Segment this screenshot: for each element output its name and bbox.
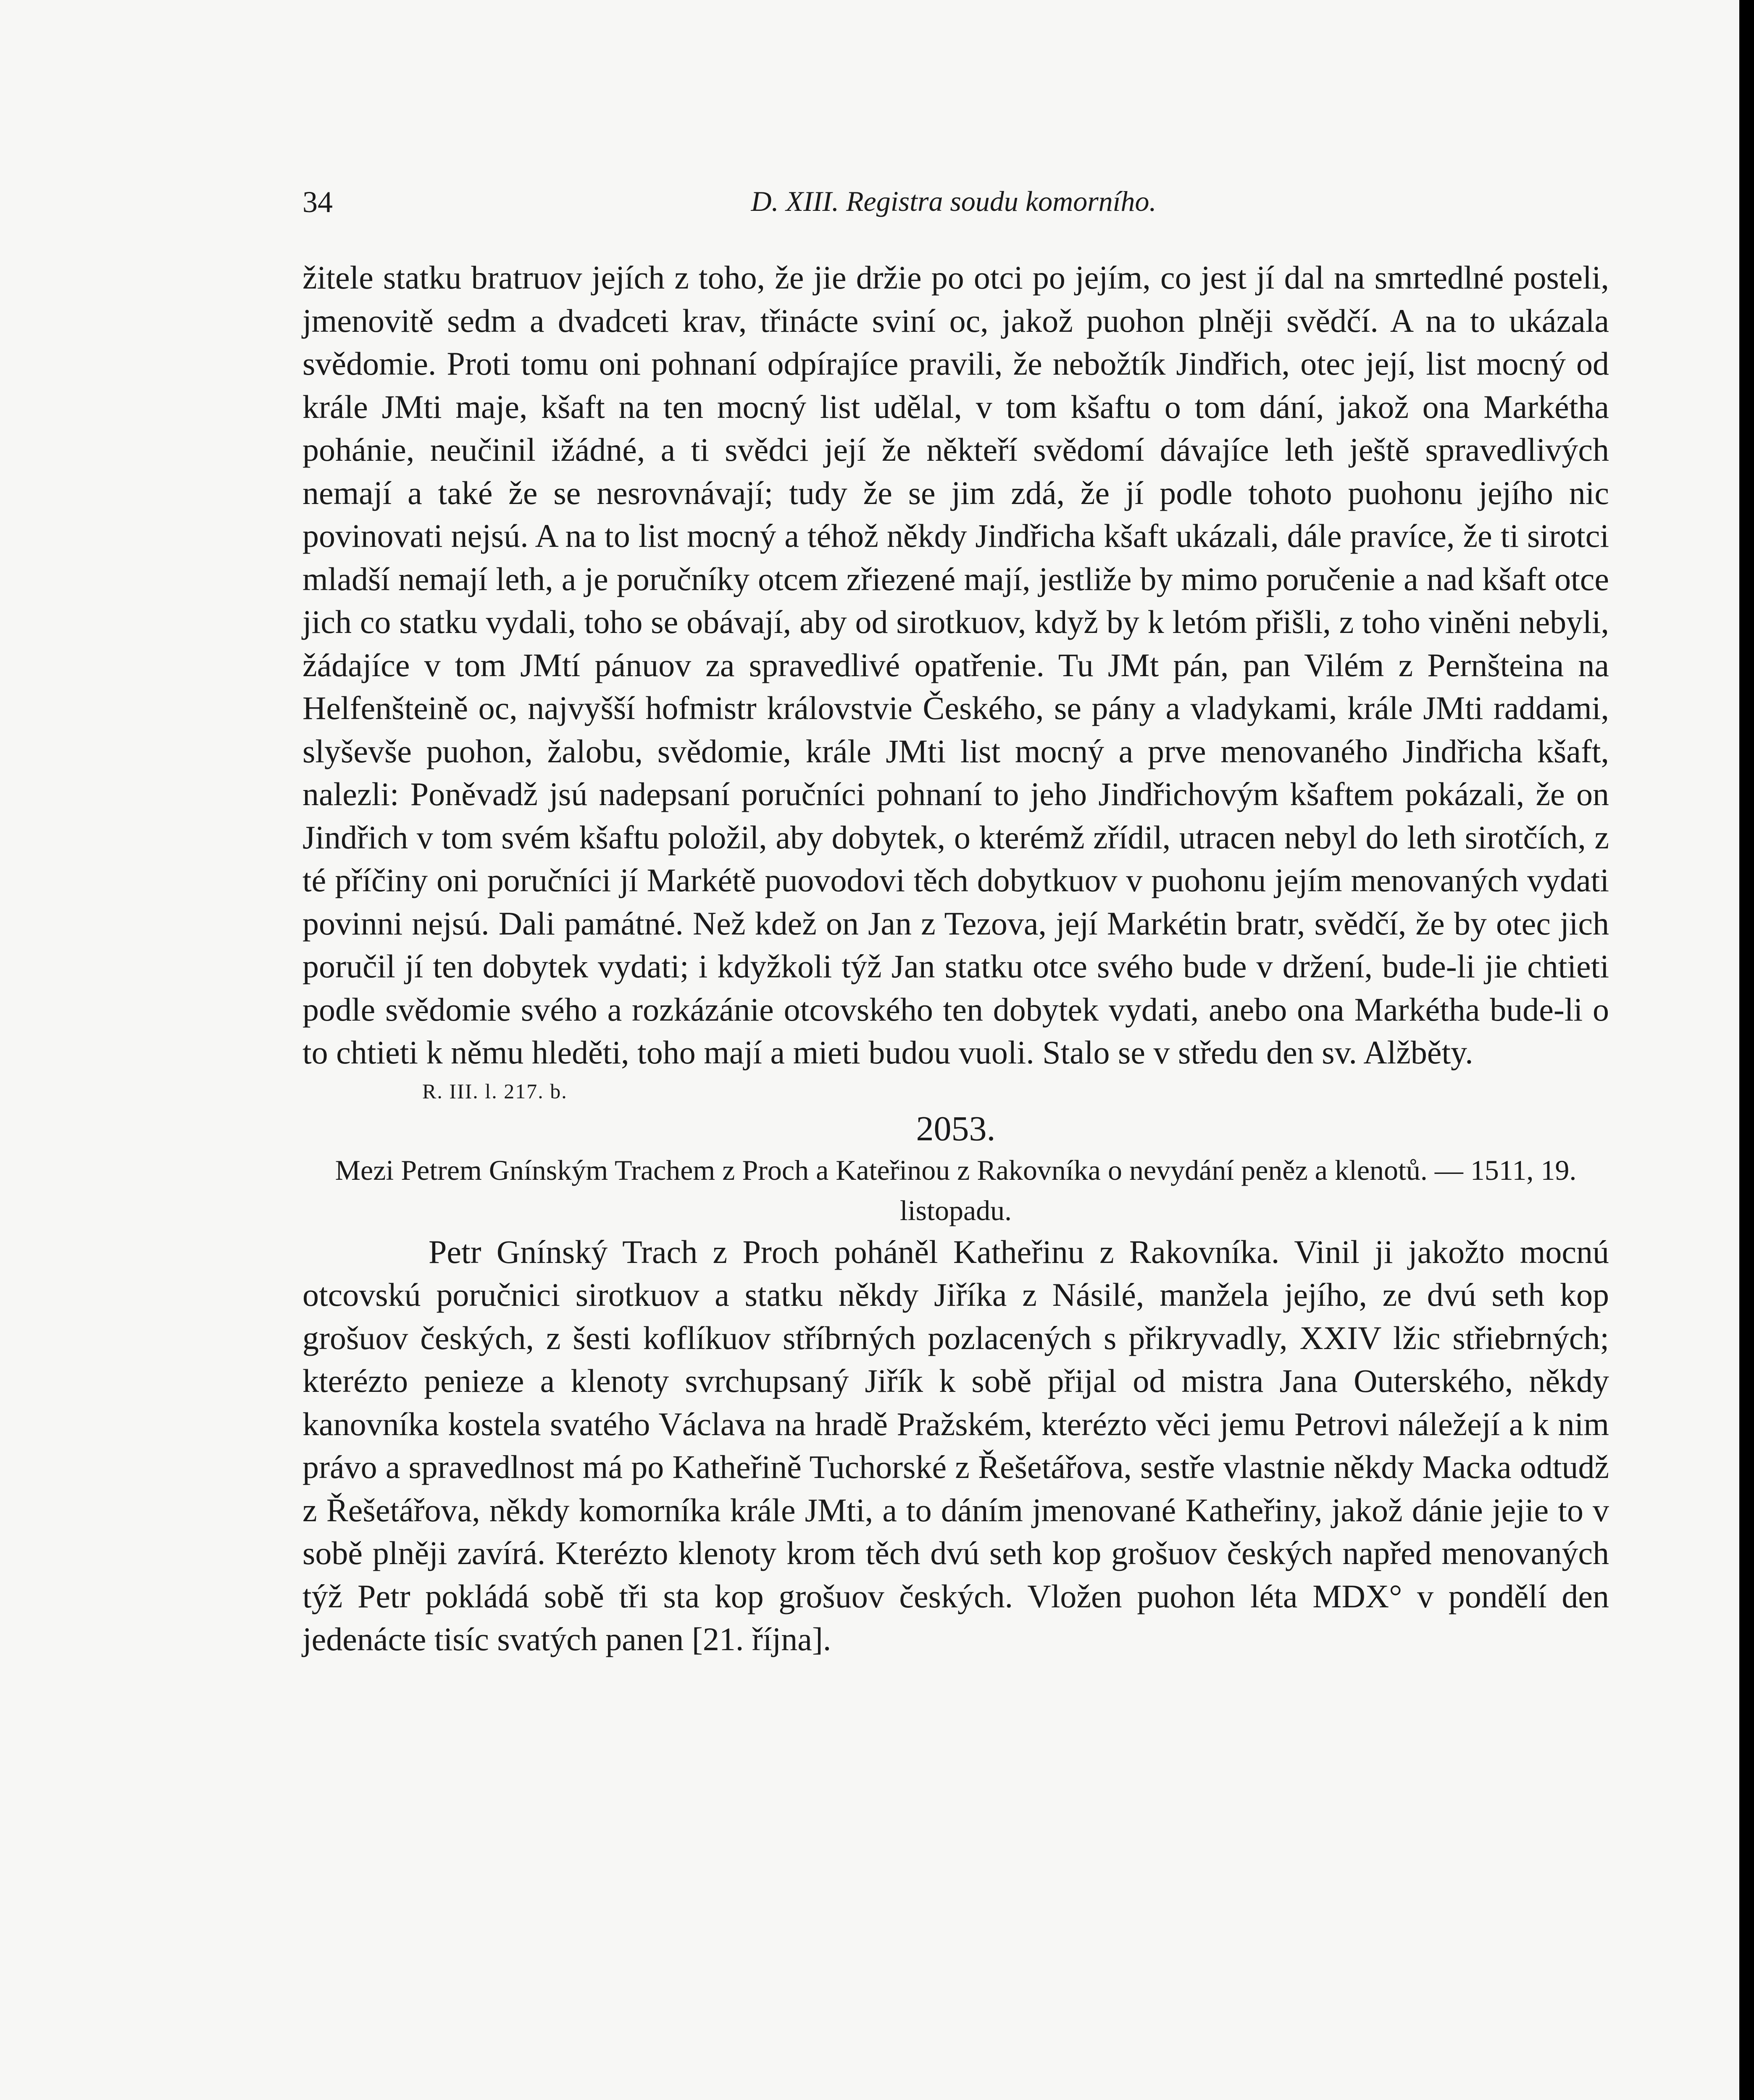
continuation-paragraph: žitele statku bratruov jejích z toho, že jie držie po otci po jejím, co jest jí dal na smrtedlné posteli, jmenovitě sedm a dvadceti krav, třinácte sviní oc, jakož puohon plněji svědčí. A na to ukázala svědomie. Proti tomu oni pohnaní odpírajíce pravili, že nebožtík Jindřich, otec její, list mocný od krále JMti maje, kšaft na ten mocný list udělal, v tom kšaftu o tom dání, jakož ona Markétha pohánie, neučinil ižádné, a ti svědci její že někteří svědomí dávajíce leth ještě spravedlivých nemají a také že se nesrovnávají; tudy že se jim zdá, že jí podle tohoto puohonu jejího nic povinovati nejsú. A na to list mocný a téhož někdy Jindřicha kšaft ukázali, dále pravíce, že ti sirotci mladší nemají leth, a je poručníky otcem zřiezené mají, jestliže by mimo poručenie a nad kšaft otce jich co statku vydali, toho se obávají, aby od sirotkuov, když by k letóm přišli, z toho viněni nebyli, žádajíce v tom JMtí pánuov za spravedlivé opatřenie. Tu JMt pán, pan Vilém z Pernšteina na Helfenšteině oc, najvyšší hofmistr královstvie Českého, se pány a vladykami, krále JMti raddami, slyševše puohon, žalobu, svědomie, krále JMti list mocný a prve menovaného Jindřicha kšaft, nalezli: Poněvadž jsú nadepsaní poručníci pohnaní to jeho Jindřichovým kšaftem pokázali, že on Jindřich v tom svém kšaftu položil, aby dobytek, o kterémž zřídil, utracen nebyl do leth sirotčích, z té příčiny oni poručníci jí Markétě puovodovi těch dobytkuov v puohonu jejím menovaných vydati povinni nejsú. Dali památné. Než kdež on Jan z Tezova, její Markétin bratr, svědčí, že by otec jich poručil jí ten dobytek vydati; i kdyžkoli týž Jan statku otce svého bude v držení, bude-li jie chtieti podle svědomie svého a rozkázánie otcovského ten dobytek vydati, anebo ona Markétha bude-li o to chtieti k němu hleděti, toho mají a mieti budou vuoli. Stalo se v středu den sv. Alžběty. [302, 259, 1609, 1071]
page-number: 34 [302, 185, 333, 219]
entry-paragraph: Petr Gnínský Trach z Proch poháněl Katheřinu z Rakovníka. Vinil ji jakožto mocnú otcovskú poručnici sirotkuov a statku někdy Jiříka z Násilé, manžela jejího, ze dvú seth kop grošuov českých, z šesti koflíkuov stříbrných pozlacených s přikryvadly, XXIV lžic střiebrných; kterézto penieze a klenoty svrchupsaný Jiřík k sobě přijal od mistra Jana Outerského, někdy kanovníka kostela svatého Václava na hradě Pražském, kterézto věci jemu Petrovi náležejí a k nim právo a spravedlnost má po Katheřině Tuchorské z Řešetářova, sestře vlastnie někdy Macka odtudž z Řešetářova, někdy komorníka krále JMti, a to dáním jmenované Katheřiny, jakož dánie jejie to v sobě plněji zavírá. Kterézto klenoty krom těch dvú seth kop grošuov českých napřed menovaných týž Petr pokládá sobě tři sta kop grošuov českých. Vložen puohon léta MDX° v pondělí den jedenácte tisíc svatých panen [21. října]. [302, 1233, 1609, 1657]
source-reference: R. III. l. 217. b. [422, 1079, 568, 1103]
entry-title: Mezi Petrem Gnínským Trachem z Proch a Kateřinou z Rakovníka o nevydání peněz a klenotů. — 1511, 19. listopadu. [335, 1154, 1577, 1226]
body-text [302, 256, 1609, 1661]
running-title: D. XIII. Registra soudu komorního. [751, 185, 1157, 217]
entry-number: 2053. [916, 1109, 996, 1148]
page-header [302, 185, 1605, 223]
